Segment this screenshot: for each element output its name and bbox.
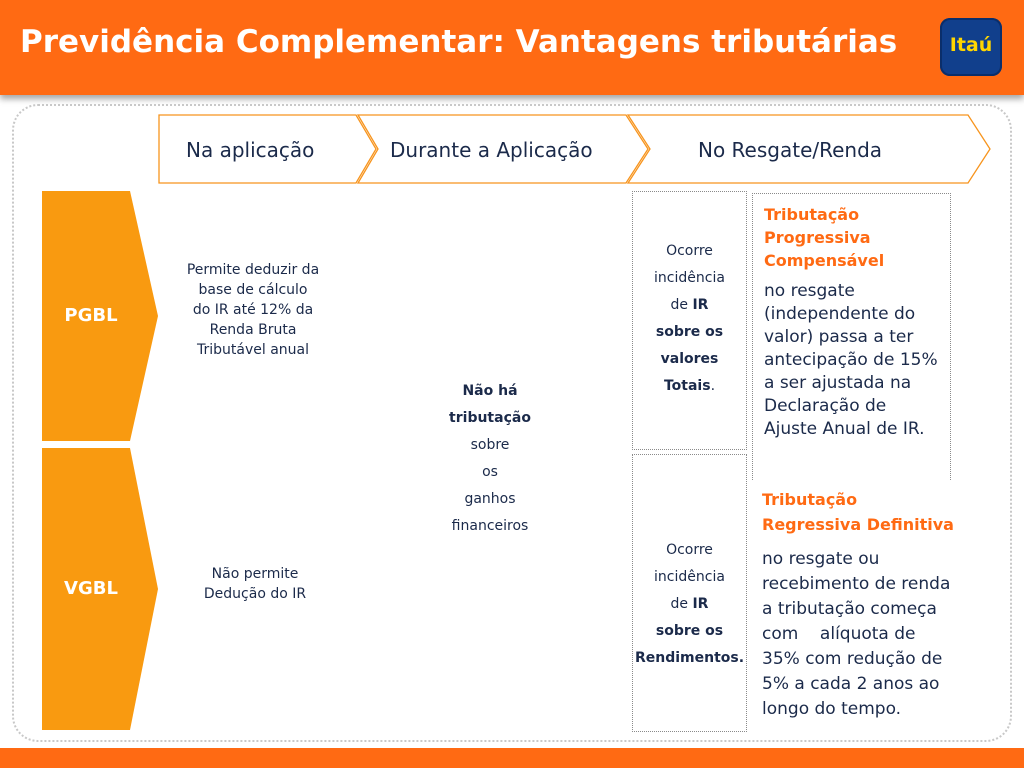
text-line: do IR até 12% da — [192, 302, 314, 318]
text-part: Totais — [663, 378, 711, 394]
text-part: IR — [692, 596, 709, 612]
text-part: . — [710, 378, 716, 394]
text-line: com alíquota de — [762, 624, 916, 644]
column-headers — [158, 114, 992, 184]
text-line: Dedução do IR — [203, 586, 307, 602]
text-line: ganhos — [464, 491, 516, 507]
text-line: sobre os — [655, 324, 724, 340]
text-line: no resgate — [764, 281, 855, 301]
logo-text: Itaú — [949, 34, 993, 56]
text-line: longo do tempo. — [762, 699, 902, 719]
itau-logo — [940, 18, 1002, 76]
text-line: Permite deduzir da — [186, 262, 320, 278]
text-line: incidência — [654, 569, 725, 585]
vgbl-aplicacao-text — [170, 564, 340, 604]
text-line: sobre os — [655, 623, 724, 639]
vgbl-label: VGBL — [64, 578, 118, 599]
text-line: antecipação de 15% — [764, 350, 938, 370]
tab-na-aplicacao: Na aplicação — [186, 138, 315, 162]
box-text — [633, 238, 746, 400]
text-line: Não há — [462, 383, 518, 399]
text-line: recebimento de renda — [762, 574, 951, 594]
footer-bar — [0, 748, 1024, 768]
text-line: Tributável anual — [197, 342, 309, 358]
text-line: Declaração de — [764, 396, 887, 416]
text-line: base de cálculo — [198, 282, 308, 298]
text-line: Progressiva — [764, 228, 871, 247]
page-title: Previdência Complementar: Vantagens tributárias — [20, 24, 898, 60]
text-part: de — [670, 596, 693, 612]
text-line: Não permite — [211, 566, 299, 582]
text-line: Regressiva Definitiva — [762, 515, 954, 534]
text-line: Ajuste Anual de IR. — [764, 419, 925, 439]
text-line: valores — [660, 351, 719, 367]
box-text — [633, 537, 746, 672]
text-line: tributação — [449, 410, 531, 426]
durante-text — [420, 378, 560, 540]
header-bar — [0, 0, 1024, 95]
text-line — [633, 292, 746, 319]
text-line: Ocorre — [666, 542, 713, 558]
pgbl-aplicacao-text — [166, 260, 340, 360]
pgbl-arrow — [42, 191, 160, 441]
pgbl-label: PGBL — [64, 305, 118, 326]
text-line: valor) passa a ter — [764, 327, 914, 347]
text-line: a ser ajustada na — [764, 373, 912, 393]
text-line: 5% a cada 2 anos ao — [762, 674, 940, 694]
pgbl-resgate-description — [764, 203, 946, 441]
tab-durante-aplicacao: Durante a Aplicação — [390, 138, 593, 162]
text-line: no resgate ou — [762, 549, 880, 569]
tab-no-resgate: No Resgate/Renda — [698, 138, 883, 162]
text-line: Rendimentos. — [634, 650, 745, 666]
text-part: de — [670, 297, 693, 313]
vgbl-resgate-box — [632, 454, 747, 732]
text-line: financeiros — [451, 518, 529, 534]
text-line: Compensável — [764, 251, 885, 270]
text-line: Tributação — [764, 205, 860, 224]
text-line: Ocorre — [666, 243, 713, 259]
text-line: (independente do — [764, 304, 916, 324]
pgbl-resgate-box — [632, 191, 747, 450]
text-part: IR — [692, 297, 709, 313]
text-line: Tributação — [762, 490, 858, 509]
vgbl-resgate-description — [762, 487, 962, 722]
text-line: sobre — [470, 437, 510, 453]
text-line: a tributação começa — [762, 599, 937, 619]
text-line — [633, 591, 746, 618]
text-line: os — [482, 464, 498, 480]
text-line — [633, 373, 746, 400]
text-line: 35% com redução de — [762, 649, 943, 669]
vgbl-arrow — [42, 448, 160, 730]
text-line: incidência — [654, 270, 725, 286]
text-line: Renda Bruta — [209, 322, 297, 338]
